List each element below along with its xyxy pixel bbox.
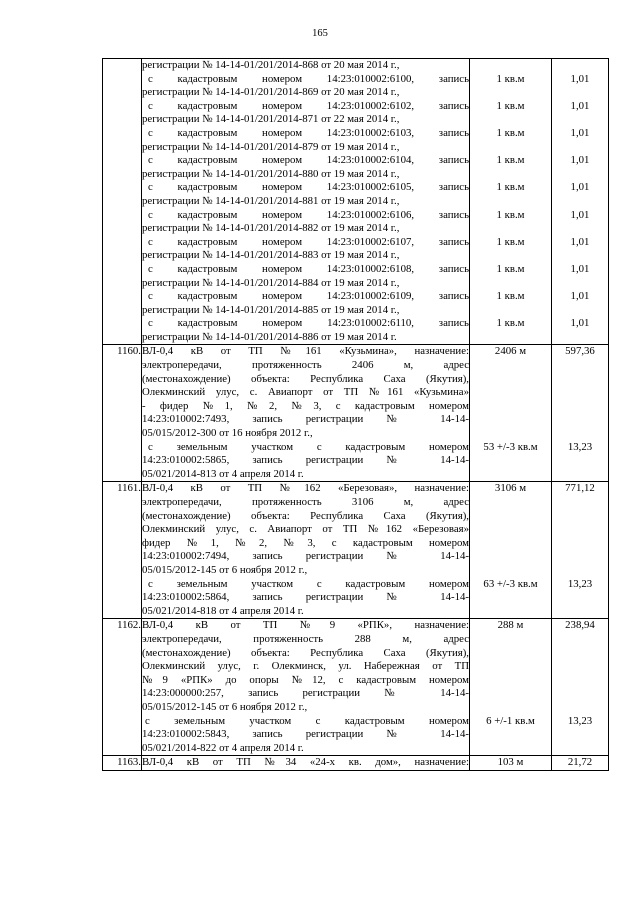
description-line: 14:23:010002:5864, запись регистрации № 14-14-: [142, 591, 469, 604]
description-line: - фидер №1, №2, №3, с кадастровым номером: [142, 399, 469, 412]
quantity-cell: [470, 619, 552, 756]
table-row: [103, 482, 609, 619]
quantity-value: 103 м: [497, 756, 524, 769]
description-line: регистрации № 14-14-01/201/2014-879 от 19 мая 2014 г.,: [142, 140, 400, 153]
land-cost-value: 13,23: [567, 577, 593, 590]
row-number-cell: 1160.: [103, 345, 142, 482]
page-number: 165: [312, 28, 328, 39]
cost-value: 1,01: [570, 317, 590, 330]
description-line: электропередачи, протяженность 288 м, адрес: [142, 632, 469, 645]
description-line: регистрации № 14-14-01/201/2014-868 от 20 мая 2014 г.,: [142, 59, 400, 71]
description-line: регистрации № 14-14-01/201/2014-884 от 19 мая 2014 г.,: [142, 276, 400, 289]
quantity-value: 3106 м: [494, 482, 527, 495]
cost-cell: [552, 59, 609, 345]
description-line: Олекминский улус, с. Авиапорт от ТП №162 «Березовая»: [142, 523, 469, 536]
description-cell: [142, 59, 470, 345]
description-line: с кадастровым номером 14:23:010002:6107, запись: [148, 235, 469, 248]
description-line: 14:23:010002:7494, запись регистрации № 14-14-: [142, 550, 469, 563]
description-line: фидер №1, №2, №3, с кадастровым номером: [142, 536, 469, 549]
description-line: регистрации № 14-14-01/201/2014-886 от 19 мая 2014 г.: [142, 330, 397, 343]
description-line: 14:23:000000:257, запись регистрации № 14-14-: [142, 687, 469, 700]
description-line: электропередачи, протяженность 3106 м, адрес: [142, 496, 469, 508]
quantity-value: 1 кв.м: [496, 317, 525, 330]
row-number-cell: 1161.: [103, 482, 142, 619]
description-line: с кадастровым номером 14:23:010002:6110, запись: [148, 317, 469, 330]
description-cell: [142, 619, 470, 756]
table-row: [103, 619, 609, 756]
description-line: с кадастровым номером 14:23:010002:6106, запись: [148, 208, 469, 221]
cost-value: 771,12: [565, 482, 595, 495]
description-line: с земельным участком с кадастровым номером: [148, 440, 469, 453]
description-line: 14:23:010002:5843, запись регистрации № 14-14-: [142, 728, 469, 741]
quantity-value: 1 кв.м: [496, 126, 525, 139]
cost-value: 1,01: [570, 290, 590, 303]
land-cost-value: 13,23: [567, 714, 593, 727]
cost-value: 1,01: [570, 181, 590, 194]
quantity-cell: [470, 59, 552, 345]
cost-cell: [552, 756, 609, 771]
description-line: с кадастровым номером 14:23:010002:6100, запись: [148, 72, 469, 85]
description-line: 05/021/2014-822 от 4 апреля 2014 г.: [142, 741, 304, 754]
description-line: с земельным участком с кадастровым номером: [148, 577, 469, 590]
quantity-cell: [470, 345, 552, 482]
description-line: с кадастровым номером 14:23:010002:6108, запись: [148, 262, 469, 275]
table-row: [103, 345, 609, 482]
quantity-value: 1 кв.м: [496, 262, 525, 275]
cost-value: 1,01: [570, 262, 590, 275]
description-line: с земельным участком с кадастровым номером: [145, 714, 469, 727]
cost-value: 238,94: [565, 619, 595, 632]
quantity-value: 1 кв.м: [496, 181, 525, 194]
cost-value: [552, 59, 608, 73]
land-cost-value: 13,23: [567, 440, 593, 453]
row-number-cell: [103, 59, 142, 345]
description-line: 05/021/2014-818 от 4 апреля 2014 г.: [142, 604, 304, 617]
row-number-cell: 1163.: [103, 756, 142, 771]
description-line: Олекминский улус, с. Авиапорт от ТП №161 «Кузьмина»: [142, 386, 469, 399]
quantity-value: 288 м: [497, 619, 524, 632]
cost-cell: [552, 482, 609, 619]
cost-value: 1,01: [570, 99, 590, 112]
quantity-value: 1 кв.м: [496, 99, 525, 112]
cost-cell: [552, 345, 609, 482]
quantity-cell: [470, 482, 552, 619]
row-number-cell: 1162.: [103, 619, 142, 756]
cost-value: 1,01: [570, 154, 590, 167]
description-cell: [142, 756, 470, 771]
table-row: [103, 756, 609, 771]
description-line: 05/015/2012-145 от 6 ноября 2012 г.,: [142, 563, 308, 576]
description-line: №9 «РПК» до опоры №12, с кадастровым номером: [142, 673, 469, 686]
description-line: 05/015/2012-145 от 6 ноября 2012 г.,: [142, 700, 308, 713]
cost-value: 597,36: [565, 345, 595, 358]
description-line: ВЛ-0,4 кВ от ТП №161 «Кузьмина», назначение:: [142, 345, 469, 358]
cost-value: 1,01: [570, 126, 590, 139]
quantity-cell: [470, 756, 552, 771]
description-cell: [142, 345, 470, 482]
description-line: регистрации № 14-14-01/201/2014-869 от 20 мая 2014 г.,: [142, 86, 400, 99]
description-line: (местонахождение) объекта: Республика Саха (Якутия),: [142, 372, 469, 385]
description-line: электропередачи, протяженность 2406 м, адрес: [142, 359, 469, 372]
description-line: ВЛ-0,4 кВ от ТП №34 «24-х кв. дом», назначение:: [142, 756, 469, 769]
description-line: (местонахождение) объекта: Республика Саха (Якутия),: [142, 509, 469, 522]
land-quantity-value: 63 +/-3 кв.м: [483, 577, 538, 590]
description-line: регистрации № 14-14-01/201/2014-880 от 19 мая 2014 г.,: [142, 167, 400, 180]
quantity-value: 1 кв.м: [496, 235, 525, 248]
description-line: 14:23:010002:7493, запись регистрации № 14-14-: [142, 413, 469, 426]
quantity-value: 1 кв.м: [496, 208, 525, 221]
description-line: с кадастровым номером 14:23:010002:6103, запись: [148, 126, 469, 139]
description-line: регистрации № 14-14-01/201/2014-885 от 19 мая 2014 г.,: [142, 303, 400, 316]
table-row: [103, 59, 609, 345]
cost-value: 21,72: [567, 756, 593, 769]
cost-value: 1,01: [570, 72, 590, 85]
description-line: регистрации № 14-14-01/201/2014-883 от 19 мая 2014 г.,: [142, 249, 400, 262]
description-cell: [142, 482, 470, 619]
description-line: ВЛ-0,4 кВ от ТП №162 «Березовая», назначение:: [142, 482, 469, 495]
property-table: [102, 58, 609, 771]
description-line: регистрации № 14-14-01/201/2014-881 от 19 мая 2014 г.,: [142, 194, 400, 207]
description-line: ВЛ-0,4 кВ от ТП №9 «РПК», назначение:: [142, 619, 469, 632]
description-line: с кадастровым номером 14:23:010002:6102, запись: [148, 99, 469, 112]
description-line: с кадастровым номером 14:23:010002:6104, запись: [148, 154, 469, 167]
description-line: регистрации № 14-14-01/201/2014-882 от 19 мая 2014 г.,: [142, 222, 400, 235]
description-line: (местонахождение) объекта: Республика Саха (Якутия),: [142, 646, 469, 659]
description-line: 14:23:010002:5865, запись регистрации № 14-14-: [142, 454, 469, 467]
description-line: с кадастровым номером 14:23:010002:6109, запись: [148, 290, 469, 303]
description-line: с кадастровым номером 14:23:010002:6105, запись: [148, 181, 469, 194]
cost-value: 1,01: [570, 235, 590, 248]
quantity-value: [470, 59, 551, 73]
cost-value: 1,01: [570, 208, 590, 221]
cost-cell: [552, 619, 609, 756]
quantity-value: 1 кв.м: [496, 290, 525, 303]
description-line: регистрации № 14-14-01/201/2014-871 от 22 мая 2014 г.,: [142, 113, 400, 126]
land-quantity-value: 6 +/-1 кв.м: [486, 714, 535, 727]
description-line: Олекминский улус, г. Олекминск, ул. Набережная от ТП: [142, 660, 469, 673]
quantity-value: 1 кв.м: [496, 72, 525, 85]
description-line: 05/015/2012-300 от 16 ноября 2012 г.,: [142, 427, 313, 440]
land-quantity-value: 53 +/-3 кв.м: [483, 440, 538, 453]
quantity-value: 1 кв.м: [496, 154, 525, 167]
quantity-value: 2406 м: [494, 345, 527, 358]
description-line: 05/021/2014-813 от 4 апреля 2014 г.: [142, 467, 304, 480]
